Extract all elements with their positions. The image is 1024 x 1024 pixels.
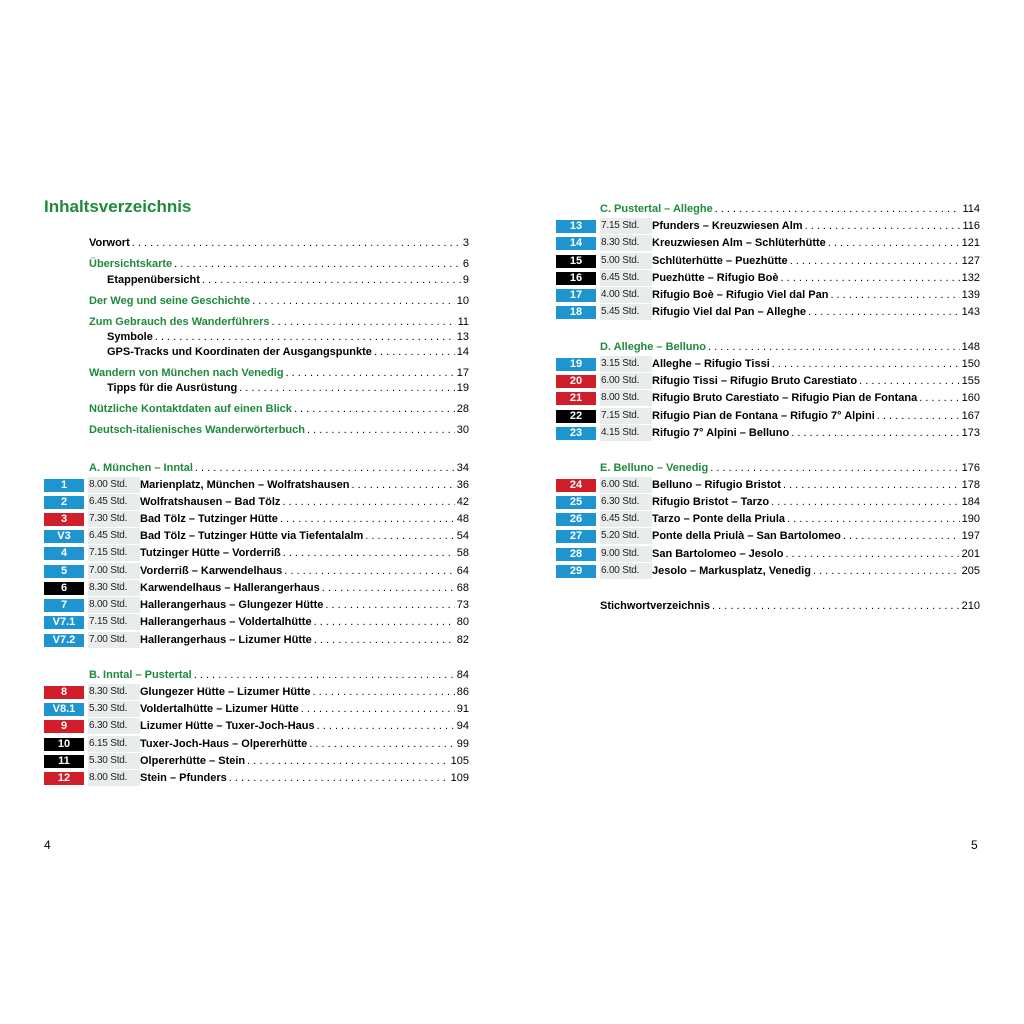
stage-number-badge: 9 [44,720,84,733]
dot-leader [301,701,455,717]
toc-entry [44,380,469,396]
dot-leader [132,235,461,251]
stage-number-badge: V7.2 [44,634,84,647]
dot-leader [781,270,960,286]
section-heading-entry [556,460,980,476]
stage-entry [556,218,980,234]
page-number-right: 5 [971,838,978,852]
entry-page-number: 6 [462,258,469,270]
dot-leader [325,597,454,613]
stage-entry [44,563,469,579]
stage-duration: 6.15 Std. [88,736,140,752]
entry-page-number: 36 [456,479,469,491]
dot-leader [783,477,960,493]
entry-page-number: 173 [961,427,980,439]
stage-number-badge: 19 [556,358,596,371]
stage-entry [44,477,469,493]
stage-entry [556,511,980,527]
stage-number-badge: 8 [44,686,84,699]
section-heading-entry [44,256,469,272]
stage-number-badge: V3 [44,530,84,543]
entry-page-number: 201 [961,548,980,560]
entry-page-number: 28 [456,403,469,415]
dot-leader [272,314,456,330]
entry-title: Belluno – Rifugio Bristot [652,479,781,491]
dot-leader [284,563,455,579]
toc-entry [44,235,469,251]
dot-leader [771,494,960,510]
entry-page-number: 109 [450,772,469,784]
dot-leader [772,356,960,372]
stage-number-badge: 3 [44,513,84,526]
entry-page-number: 3 [462,237,469,249]
entry-page-number: 205 [961,565,980,577]
stage-number-badge: 5 [44,565,84,578]
stage-entry [44,545,469,561]
page-number-left: 4 [44,838,51,852]
entry-page-number: 167 [961,410,980,422]
stage-number-badge: 23 [556,427,596,440]
stage-duration: 8.30 Std. [88,580,140,596]
stage-duration: 5.20 Std. [600,528,652,544]
dot-leader [805,218,961,234]
toc-entry [44,344,469,360]
stage-duration: 7.00 Std. [88,632,140,648]
stage-number-badge: 21 [556,392,596,405]
stage-number-badge: 26 [556,513,596,526]
entry-title: Zum Gebrauch des Wanderführers [89,316,270,328]
dot-leader [710,460,959,476]
entry-title: Vorwort [89,237,130,249]
dot-leader [307,422,455,438]
stage-number-badge: 13 [556,220,596,233]
dot-leader [309,736,454,752]
dot-leader [791,425,959,441]
stage-duration: 8.30 Std. [600,235,652,251]
stage-number-badge: 25 [556,496,596,509]
stage-entry [44,511,469,527]
entry-title: San Bartolomeo – Jesolo [652,548,784,560]
stage-duration: 8.00 Std. [88,597,140,613]
entry-title: GPS-Tracks und Koordinaten der Ausgangspunkte [107,346,372,358]
entry-title: Der Weg und seine Geschichte [89,295,251,307]
dot-leader [314,632,455,648]
entry-title: Alleghe – Rifugio Tissi [652,358,770,370]
stage-duration: 6.45 Std. [600,511,652,527]
entry-title: Voldertalhütte – Lizumer Hütte [140,703,299,715]
dot-leader [830,287,959,303]
entry-page-number: 143 [961,306,980,318]
dot-leader [808,304,960,320]
dot-leader [828,235,960,251]
entry-page-number: 176 [961,462,980,474]
entry-title: Übersichtskarte [89,258,173,270]
section-heading-entry [556,339,980,355]
stage-entry [44,597,469,613]
dot-leader [280,511,455,527]
entry-title: Wolfratshausen – Bad Tölz [140,496,281,508]
stage-number-badge: 12 [44,772,84,785]
stage-number-badge: V7.1 [44,616,84,629]
section-heading-entry [44,314,469,330]
stage-duration: 4.15 Std. [600,425,652,441]
entry-page-number: 99 [456,738,469,750]
stage-entry [44,614,469,630]
entry-page-number: 10 [456,295,469,307]
stage-duration: 7.30 Std. [88,511,140,527]
stage-entry [556,425,980,441]
stage-duration: 8.00 Std. [600,390,652,406]
entry-page-number: 190 [961,513,980,525]
dot-leader [712,598,960,614]
entry-page-number: 127 [961,255,980,267]
stage-number-badge: 6 [44,582,84,595]
entry-title: Bad Tölz – Tutzinger Hütte via Tiefentalalm [140,530,364,542]
stage-number-badge: 29 [556,565,596,578]
stage-number-badge: 7 [44,599,84,612]
toc-entry [556,598,980,614]
stage-entry [44,718,469,734]
dot-leader [351,477,454,493]
dot-leader [785,546,959,562]
entry-page-number: 139 [961,289,980,301]
stage-entry [556,477,980,493]
entry-page-number: 86 [456,686,469,698]
entry-page-number: 94 [456,720,469,732]
stage-entry [44,753,469,769]
stage-entry [556,373,980,389]
stage-entry [44,736,469,752]
stage-number-badge: 20 [556,375,596,388]
entry-title: Glungezer Hütte – Lizumer Hütte [140,686,311,698]
entry-page-number: 132 [961,272,980,284]
stage-duration: 9.00 Std. [600,546,652,562]
entry-page-number: 19 [456,382,469,394]
entry-page-number: 42 [456,496,469,508]
entry-page-number: 13 [456,331,469,343]
stage-duration: 7.00 Std. [88,563,140,579]
dot-leader [195,460,455,476]
stage-number-badge: 27 [556,530,596,543]
entry-title: D. Alleghe – Belluno [600,341,706,353]
dot-leader [283,545,455,561]
entry-title: Puezhütte – Rifugio Boè [652,272,779,284]
stage-duration: 6.00 Std. [600,373,652,389]
entry-title: Marienplatz, München – Wolfratshausen [140,479,350,491]
toc-entry [44,272,469,288]
stage-duration: 6.30 Std. [600,494,652,510]
entry-title: Symbole [107,331,153,343]
entry-page-number: 84 [456,669,469,681]
entry-page-number: 178 [961,479,980,491]
stage-duration: 7.15 Std. [600,408,652,424]
stage-entry [556,390,980,406]
entry-title: Ponte della Priulà – San Bartolomeo [652,530,841,542]
entry-page-number: 210 [961,600,980,612]
entry-title: Etappenübersicht [107,274,200,286]
dot-leader [252,293,455,309]
dot-leader [239,380,455,396]
entry-page-number: 30 [456,424,469,436]
entry-page-number: 105 [450,755,469,767]
stage-duration: 6.45 Std. [600,270,652,286]
dot-leader [286,365,455,381]
stage-number-badge: 22 [556,410,596,423]
stage-entry [44,580,469,596]
dot-leader [708,339,960,355]
entry-page-number: 14 [456,346,469,358]
section-heading-entry [44,293,469,309]
dot-leader [843,528,960,544]
dot-leader [202,272,461,288]
stage-number-badge: V8.1 [44,703,84,716]
stage-entry [556,235,980,251]
entry-title: Hallerangerhaus – Voldertalhütte [140,616,312,628]
entry-page-number: 160 [961,392,980,404]
stage-entry [44,632,469,648]
entry-page-number: 121 [961,237,980,249]
stage-number-badge: 14 [556,237,596,250]
entry-title: A. München – Inntal [89,462,193,474]
dot-leader [859,373,959,389]
stage-entry [556,253,980,269]
dot-leader [877,408,960,424]
entry-title: Rifugio Boè – Rifugio Viel dal Pan [652,289,829,301]
entry-page-number: 150 [961,358,980,370]
dot-leader [365,528,454,544]
entry-page-number: 73 [456,599,469,611]
stage-duration: 8.30 Std. [88,684,140,700]
stage-duration: 6.00 Std. [600,477,652,493]
section-heading-entry [44,401,469,417]
stage-number-badge: 4 [44,547,84,560]
entry-title: Tuxer-Joch-Haus – Olpererhütte [140,738,308,750]
entry-title: Tutzinger Hütte – Vorderriß [140,547,281,559]
stage-duration: 5.00 Std. [600,253,652,269]
entry-title: E. Belluno – Venedig [600,462,709,474]
stage-number-badge: 18 [556,306,596,319]
entry-page-number: 82 [456,634,469,646]
entry-page-number: 58 [456,547,469,559]
stage-entry [44,701,469,717]
stage-duration: 8.00 Std. [88,770,140,786]
dot-leader [715,201,961,217]
dot-leader [194,667,455,683]
entry-page-number: 17 [456,367,469,379]
dot-leader [919,390,959,406]
stage-entry [556,408,980,424]
dot-leader [174,256,461,272]
stage-number-badge: 2 [44,496,84,509]
stage-duration: 7.15 Std. [600,218,652,234]
entry-title: Bad Tölz – Tutzinger Hütte [140,513,278,525]
entry-title: Kreuzwiesen Alm – Schlüterhütte [652,237,826,249]
section-heading-entry [556,201,980,217]
entry-title: Hallerangerhaus – Lizumer Hütte [140,634,312,646]
stage-number-badge: 28 [556,548,596,561]
dot-leader [374,344,455,360]
entry-title: Stein – Pfunders [140,772,227,784]
stage-entry [556,270,980,286]
entry-title: Rifugio Tissi – Rifugio Bruto Carestiato [652,375,858,387]
stage-number-badge: 1 [44,479,84,492]
entry-page-number: 68 [456,582,469,594]
section-heading-entry [44,365,469,381]
entry-title: Vorderriß – Karwendelhaus [140,565,283,577]
entry-title: Tipps für die Ausrüstung [107,382,238,394]
dot-leader [313,684,455,700]
entry-title: Pfunders – Kreuzwiesen Alm [652,220,803,232]
entry-page-number: 54 [456,530,469,542]
stage-entry [556,528,980,544]
entry-page-number: 116 [962,220,980,232]
dot-leader [294,401,455,417]
entry-page-number: 114 [962,203,980,215]
entry-page-number: 80 [456,616,469,628]
dot-leader [317,718,455,734]
stage-entry [44,528,469,544]
stage-duration: 4.00 Std. [600,287,652,303]
stage-entry [44,770,469,786]
dot-leader [282,494,454,510]
entry-title: C. Pustertal – Alleghe [600,203,713,215]
stage-duration: 8.00 Std. [88,477,140,493]
toc-entry [44,329,469,345]
stage-number-badge: 10 [44,738,84,751]
stage-duration: 6.45 Std. [88,528,140,544]
dot-leader [790,253,960,269]
stage-duration: 6.00 Std. [600,563,652,579]
entry-page-number: 64 [456,565,469,577]
dot-leader [314,614,455,630]
stage-entry [556,563,980,579]
stage-entry [556,494,980,510]
entry-title: Rifugio Viel dal Pan – Alleghe [652,306,807,318]
stage-duration: 6.30 Std. [88,718,140,734]
entry-title: Hallerangerhaus – Glungezer Hütte [140,599,324,611]
dot-leader [787,511,960,527]
dot-leader [813,563,960,579]
entry-title: Karwendelhaus – Hallerangerhaus [140,582,320,594]
entry-title: Lizumer Hütte – Tuxer-Joch-Haus [140,720,315,732]
entry-page-number: 34 [456,462,469,474]
stage-duration: 6.45 Std. [88,494,140,510]
stage-duration: 5.30 Std. [88,753,140,769]
entry-page-number: 155 [961,375,980,387]
entry-title: Schlüterhütte – Puezhütte [652,255,788,267]
entry-page-number: 9 [462,274,469,286]
entry-title: Rifugio 7° Alpini – Belluno [652,427,790,439]
stage-duration: 7.15 Std. [88,614,140,630]
entry-page-number: 148 [961,341,980,353]
stage-number-badge: 24 [556,479,596,492]
stage-duration: 5.30 Std. [88,701,140,717]
stage-duration: 7.15 Std. [88,545,140,561]
entry-title: Stichwortverzeichnis [600,600,711,612]
entry-title: Jesolo – Markusplatz, Venedig [652,565,811,577]
entry-page-number: 48 [456,513,469,525]
stage-number-badge: 17 [556,289,596,302]
entry-title: Rifugio Bruto Carestiato – Rifugio Pian de Fontana [652,392,918,404]
section-heading-entry [44,667,469,683]
entry-title: Deutsch-italienisches Wanderwörterbuch [89,424,305,436]
dot-leader [155,329,455,345]
entry-title: Olpererhütte – Stein [140,755,246,767]
stage-number-badge: 16 [556,272,596,285]
stage-entry [556,546,980,562]
entry-page-number: 197 [961,530,980,542]
entry-title: Tarzo – Ponte della Priula [652,513,786,525]
stage-number-badge: 11 [44,755,84,768]
section-heading-entry [44,460,469,476]
entry-title: Wandern von München nach Venedig [89,367,284,379]
stage-duration: 3.15 Std. [600,356,652,372]
entry-title: B. Inntal – Pustertal [89,669,192,681]
entry-title: Rifugio Bristot – Tarzo [652,496,770,508]
stage-entry [556,356,980,372]
entry-title: Nützliche Kontaktdaten auf einen Blick [89,403,292,415]
stage-duration: 5.45 Std. [600,304,652,320]
section-heading-entry [44,422,469,438]
stage-entry [556,304,980,320]
entry-page-number: 184 [961,496,980,508]
stage-entry [556,287,980,303]
stage-number-badge: 15 [556,255,596,268]
stage-entry [44,684,469,700]
page-title: Inhaltsverzeichnis [44,197,192,216]
entry-title: Rifugio Pian de Fontana – Rifugio 7° Alpini [652,410,875,422]
dot-leader [322,580,455,596]
dot-leader [247,753,449,769]
stage-entry [44,494,469,510]
entry-page-number: 11 [457,316,469,328]
entry-page-number: 91 [456,703,469,715]
dot-leader [229,770,449,786]
